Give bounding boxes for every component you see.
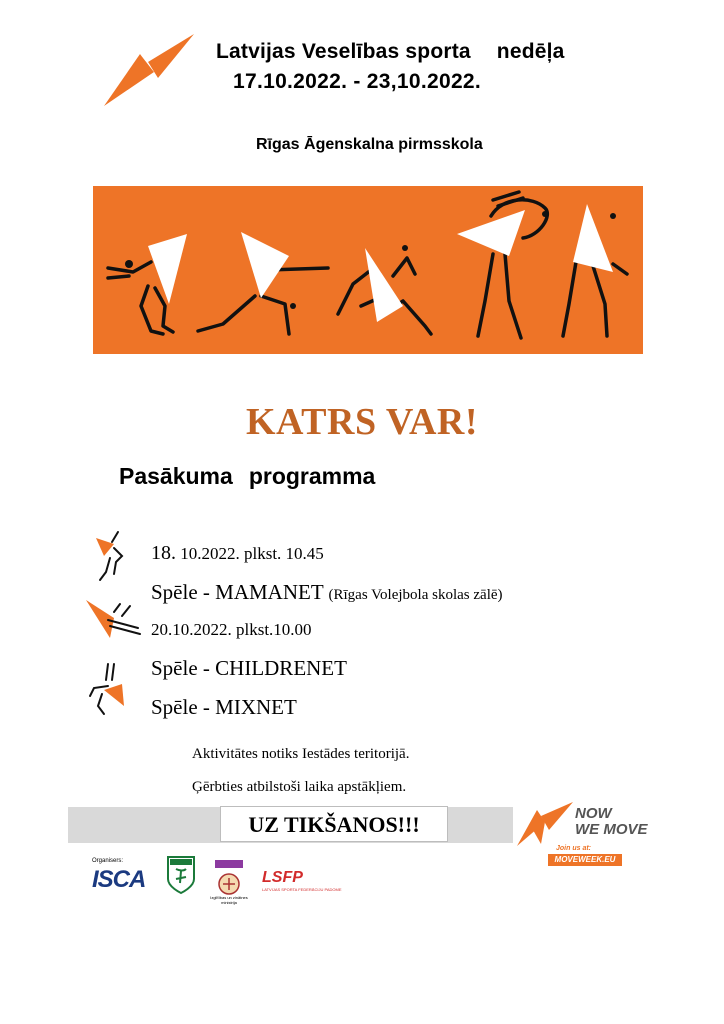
program-heading: Pasākuma programma [119,463,376,489]
sports-shield-logo-icon [166,855,196,895]
event-game-childrenet: Spēle - CHILDRENET [151,656,347,680]
ministry-caption: Izglītības un zinātnes ministrija [210,895,248,905]
school-name: Rīgas Āgenskalna pirmsskola [256,136,483,153]
organisers-label: Organisers: [92,858,124,864]
now-we-move-logo-icon [515,800,575,848]
event-date-2: 20.10.2022. plkst.10.00 [151,620,312,639]
event-game-mamanet: Spēle - MAMANET (Rīgas Volejbola skolas zālē) [151,580,503,604]
moveweek-logo-icon [100,32,196,110]
note-clothing: Ģērbties atbilstoši laika apstākļiem. [192,779,407,795]
now-we-move-wordmark: NOW WE MOVE [575,805,648,838]
event-game-mixnet: Spēle - MIXNET [151,695,297,719]
lsfp-caption: LATVIJAS SPORTA FEDERĀCIJU PADOME [262,887,342,892]
join-us-label: Join us at: [556,845,592,852]
closing-callout: UZ TIKŠANOS!!! [220,806,448,842]
event-date-1: 18. 10.2022. plkst. 10.45 [151,542,324,564]
stick-figure-icon [84,598,144,640]
stick-figure-icon [94,528,128,584]
slogan: KATRS VAR! [246,401,478,443]
note-location: Aktivitātes notiks Iestādes teritorijā. [192,746,410,762]
dancing-figures-illustration [93,186,643,354]
stick-figure-icon [84,660,128,720]
moveweek-url[interactable]: MOVEWEEK.EU [548,854,622,866]
isca-logo: ISCA [92,866,146,893]
figures-banner [93,186,643,354]
event-title: Latvijas Veselības sporta nedēļa [216,40,565,63]
lsfp-logo: LSFP [262,869,303,886]
event-dates: 17.10.2022. - 23,10.2022. [233,70,482,93]
